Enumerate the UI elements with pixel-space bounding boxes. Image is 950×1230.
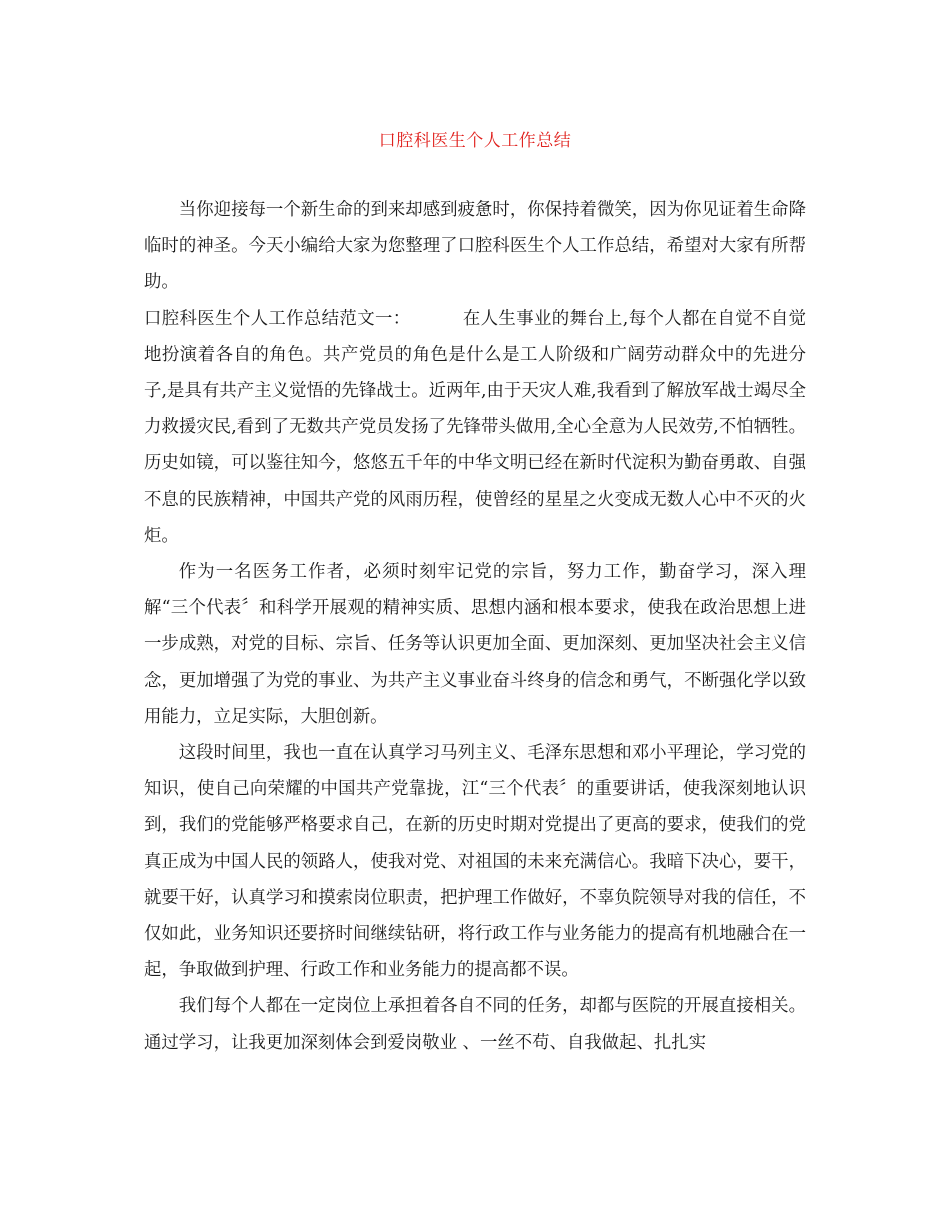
section-paragraph: 在人生事业的舞台上,每个人都在自觉不自觉地扮演着各自的角色。共产党员的角色是什么是工人阶级和广阔劳动群众中的先进分子,是具有共产主义觉悟的先锋战士。近两年,由于天灾人难,我看到了解放军战士竭尽全力救援灾民,看到了无数共产党员发扬了先锋带头做用,全心全意为人民效劳,不怕牺牲。历史如镜，可以鉴往知今，悠悠五千年的中华文明已经在新时代淀积为勤奋勇敢、自强不息的民族精神，中国共产党的风雨历程，使曾经的星星之火变成无数人心中不灭的火炬。: [144, 308, 806, 546]
paragraph-duty: 作为一名医务工作者，必须时刻牢记党的宗旨，努力工作，勤奋学习，深入理解“三个代表〞和科学开展观的精神实质、思想内涵和根本要求，使我在政治思想上进一步成熟，对党的目标、宗旨、任务等认识更加全面、更加深刻、更加坚决社会主义信念，更加增强了为党的事业、为共产主义事业奋斗终身的信念和勇气，不断强化学以致用能力，立足实际，大胆创新。: [144, 562, 806, 727]
section-heading: 口腔科医生个人工作总结范文一：: [144, 308, 411, 329]
document-body: [144, 192, 806, 1061]
document-title: 口腔科医生个人工作总结: [378, 131, 572, 151]
section-block: [144, 301, 806, 554]
paragraph-study: 这段时间里，我也一直在认真学习马列主义、毛泽东思想和邓小平理论，学习党的知识，使自己向荣耀的中国共产党靠拢，江“三个代表〞的重要讲话，使我深刻地认识到，我们的党能够严格要求自己，在新的历史时期对党提出了更高的要求，使我们的党真正成为中国人民的领路人，使我对党、对祖国的未来充满信心。我暗下决心，要干，就要干好，认真学习和摸索岗位职责，把护理工作做好，不辜负院领导对我的信任，不仅如此，业务知识还要挤时间继续钻研，将行政工作与业务能力的提高有机地融合在一起，争取做到护理、行政工作和业务能力的提高都不误。: [144, 743, 806, 981]
intro-paragraph: 当你迎接每一个新生命的到来却感到疲惫时，你保持着微笑，因为你见证着生命降临时的神圣。今天小编给大家为您整理了口腔科医生个人工作总结，希望对大家有所帮助。: [144, 200, 806, 293]
paragraph-post: 我们每个人都在一定岗位上承担着各自不同的任务，却都与医院的开展直接相关。通过学习，让我更加深刻体会到爱岗敬业 、一丝不苟、自我做起、扎扎实: [144, 996, 806, 1053]
